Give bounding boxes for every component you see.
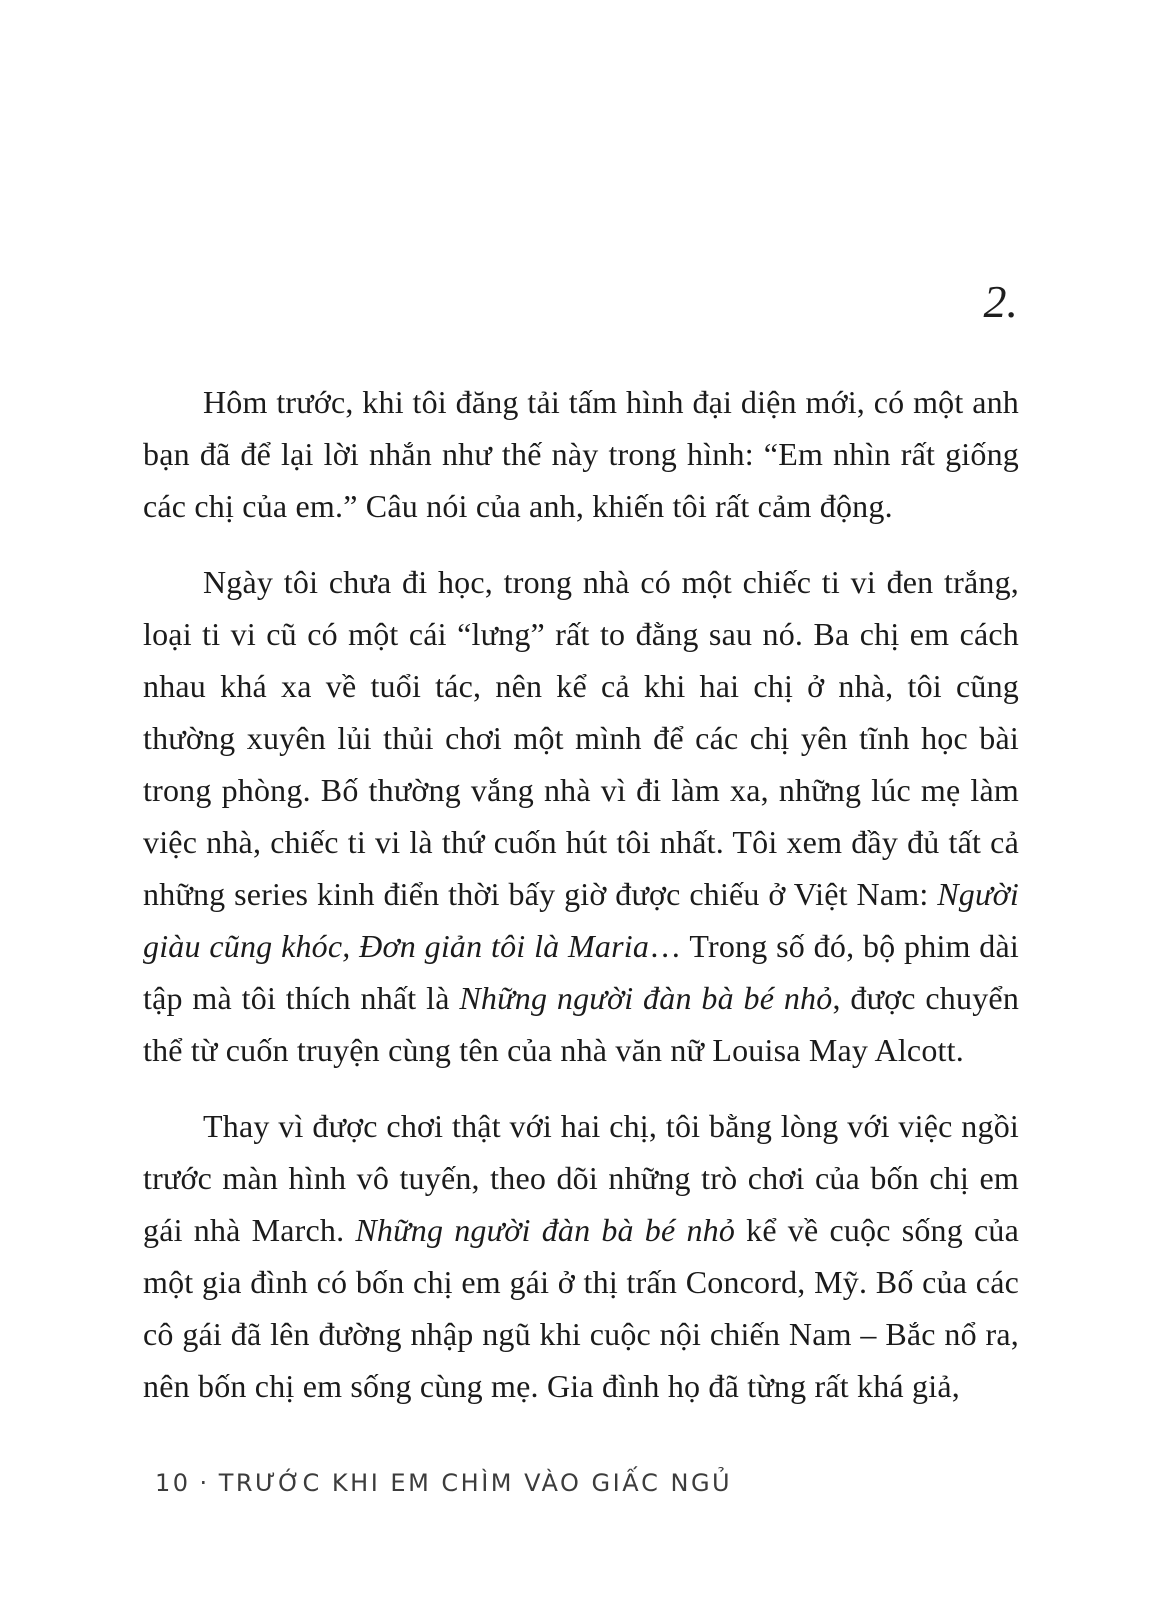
text-run: Hôm trước, khi tôi đăng tải tấm hình đại diện mới, có một anh bạn đã để lại lời nhắn như thế này trong hình: “Em nhìn rất giống các chị của em.” Câu nói của anh, khiến tôi rất cảm động. <box>143 384 1019 524</box>
body-text <box>143 376 1019 1412</box>
chapter-number: 2. <box>983 276 1018 327</box>
text-run: Thay vì được chơi thật với hai chị, tôi bằng lòng với việc ngồi trước màn hình vô tuyến, theo dõi những trò chơi của bốn chị em gái nhà March. <box>143 1108 1019 1248</box>
paragraph <box>143 556 1019 1076</box>
footer-page-number: 10 <box>155 1469 191 1497</box>
book-title-run: Những người đàn bà bé nhỏ <box>459 980 833 1016</box>
book-title-run: Những người đàn bà bé nhỏ <box>355 1212 736 1248</box>
text-run: … Trong số đó, bộ phim dài tập mà tôi thích nhất là <box>143 928 1020 1016</box>
text-run: kể về cuộc sống của một gia đình có bốn chị em gái ở thị trấn Concord, Mỹ. Bố của các cô gái đã lên đường nhập ngũ khi cuộc nội chiến Nam – Bắc nổ ra, nên bốn chị em sống cùng mẹ. Gia đình họ đã từng rất khá giả, <box>143 1212 1020 1404</box>
footer-separator: · <box>199 1469 210 1497</box>
paragraph <box>143 376 1019 532</box>
text-run: Ngày tôi chưa đi học, trong nhà có một chiếc ti vi đen trắng, loại ti vi cũ có một cái “lưng” rất to đằng sau nó. Ba chị em cách nhau khá xa về tuổi tác, nên kể cả khi hai chị ở nhà, tôi cũng thường xuyên lủi thủi chơi một mình để các chị yên tĩnh học bài trong phòng. Bố thường vắng nhà vì đi làm xa, những lúc mẹ làm việc nhà, chiếc ti vi là thứ cuốn hút tôi nhất. Tôi xem đầy đủ tất cả những series kinh điển thời bấy giờ được chiếu ở Việt Nam: <box>143 564 1019 912</box>
book-title-run: Người giàu cũng khóc, Đơn giản tôi là Maria <box>143 876 1019 964</box>
text-run: , được chuyển thể từ cuốn truyện cùng tên của nhà văn nữ Louisa May Alcott. <box>143 980 1020 1068</box>
paragraph <box>143 1100 1019 1412</box>
page-footer <box>155 1468 732 1498</box>
footer-book-title: TRƯỚC KHI EM CHÌM VÀO GIẤC NGỦ <box>218 1469 733 1497</box>
